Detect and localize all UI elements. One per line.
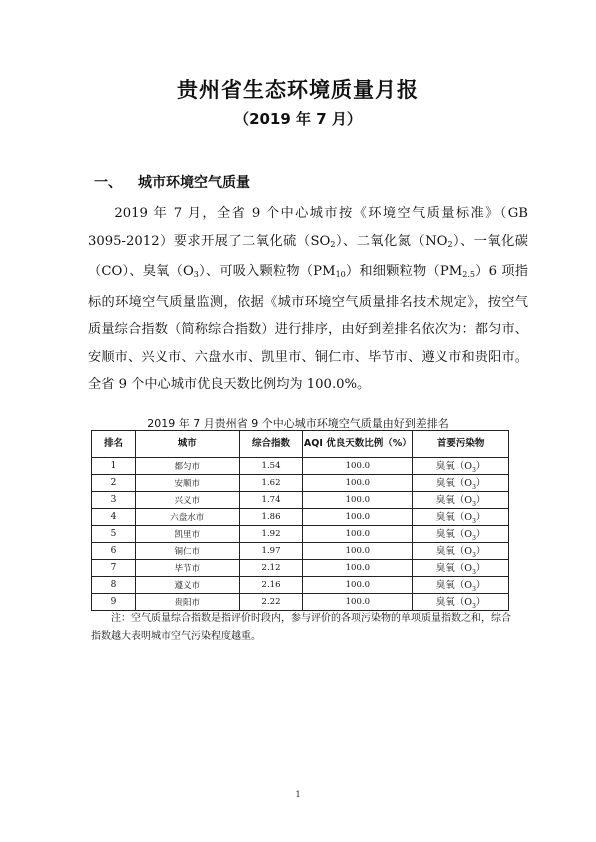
pollutant-close: ） xyxy=(475,478,486,490)
cell-index: 1.54 xyxy=(239,458,303,475)
cell-index: 1.97 xyxy=(239,543,303,560)
cell-city: 兴义市 xyxy=(135,492,239,509)
header-ratio: AQI 优良天数比例（%） xyxy=(303,431,413,458)
cell-city: 六盘水市 xyxy=(135,509,239,526)
pollutant-close: ） xyxy=(475,529,486,541)
table-row xyxy=(92,475,509,492)
cell-pollutant xyxy=(413,577,509,594)
report-subtitle: （2019 年 7 月） xyxy=(234,110,362,128)
cell-rank: 9 xyxy=(92,594,136,611)
cell-city: 凯里市 xyxy=(135,526,239,543)
para-subscript: 2 xyxy=(330,239,336,249)
cell-rank: 2 xyxy=(92,475,136,492)
cell-rank: 8 xyxy=(92,577,136,594)
cell-city: 都匀市 xyxy=(135,458,239,475)
table-header-row xyxy=(92,431,509,458)
cell-rank: 4 xyxy=(92,509,136,526)
pollutant-subscript: 3 xyxy=(472,602,476,610)
pollutant-subscript: 3 xyxy=(472,534,476,542)
cell-pollutant xyxy=(413,475,509,492)
pollutant-text: 臭氧（O xyxy=(435,597,473,609)
section-number: 一、 xyxy=(94,175,122,191)
cell-ratio: 100.0 xyxy=(303,594,413,611)
pollutant-close: ） xyxy=(475,546,486,558)
pollutant-subscript: 3 xyxy=(472,483,476,491)
body-paragraph xyxy=(88,200,528,399)
para-text: 2019 年 7 月，全省 9 个中心城市按《环境空气质量标准》（GB 3095-2012）要求开展了二氧化硫（SO xyxy=(88,206,528,249)
table-row xyxy=(92,458,509,475)
table-row xyxy=(92,543,509,560)
para-text: ）、可吸入颗粒物（PM xyxy=(198,264,336,279)
cell-index: 2.12 xyxy=(239,560,303,577)
para-subscript: 3 xyxy=(193,270,199,279)
cell-index: 2.16 xyxy=(239,577,303,594)
para-subscript: 10 xyxy=(335,270,346,279)
cell-city: 贵阳市 xyxy=(135,594,239,611)
para-subscript: 2.5 xyxy=(462,270,475,279)
para-text: ）和细颗粒物（PM xyxy=(345,264,463,279)
para-text: ）、一氧化碳（CO）、臭氧（O xyxy=(88,233,528,279)
pollutant-text: 臭氧（O xyxy=(435,495,473,507)
pollutant-close: ） xyxy=(475,580,486,592)
cell-city: 铜仁市 xyxy=(135,543,239,560)
cell-rank: 5 xyxy=(92,526,136,543)
cell-pollutant xyxy=(413,594,509,611)
pollutant-subscript: 3 xyxy=(472,517,476,525)
table-note: 注：空气质量综合指数是指评价时段内，参与评价的各项污染物的单项质量指数之和，综合指数越大表明城市空气污染程度越重。 xyxy=(91,613,511,642)
pollutant-text: 臭氧（O xyxy=(435,580,473,592)
para-text: ）、二氧化氮（NO xyxy=(335,233,448,249)
pollutant-text: 臭氧（O xyxy=(435,546,473,558)
cell-pollutant xyxy=(413,492,509,509)
cell-rank: 6 xyxy=(92,543,136,560)
cell-rank: 3 xyxy=(92,492,136,509)
header-city: 城市 xyxy=(135,431,239,458)
cell-index: 1.74 xyxy=(239,492,303,509)
pollutant-subscript: 3 xyxy=(472,568,476,576)
table-row xyxy=(92,526,509,543)
cell-rank: 1 xyxy=(92,458,136,475)
cell-pollutant xyxy=(413,560,509,577)
cell-city: 安顺市 xyxy=(135,475,239,492)
cell-ratio: 100.0 xyxy=(303,458,413,475)
report-title: 贵州省生态环境质量月报 xyxy=(177,78,419,102)
pollutant-text: 臭氧（O xyxy=(435,461,473,473)
pollutant-text: 臭氧（O xyxy=(435,563,473,575)
pollutant-close: ） xyxy=(475,495,486,507)
cell-ratio: 100.0 xyxy=(303,475,413,492)
ranking-table xyxy=(91,430,509,611)
cell-rank: 7 xyxy=(92,560,136,577)
pollutant-close: ） xyxy=(475,512,486,524)
table-row xyxy=(92,492,509,509)
cell-ratio: 100.0 xyxy=(303,526,413,543)
cell-pollutant xyxy=(413,458,509,475)
table-row xyxy=(92,594,509,611)
cell-city: 遵义市 xyxy=(135,577,239,594)
pollutant-close: ） xyxy=(475,563,486,575)
cell-ratio: 100.0 xyxy=(303,543,413,560)
cell-pollutant xyxy=(413,509,509,526)
pollutant-text: 臭氧（O xyxy=(435,512,473,524)
pollutant-text: 臭氧（O xyxy=(435,529,473,541)
para-text: ）6 项指标的环境空气质量监测，依据《城市环境空气质量排名技术规定》，按空气质量综合指数（简称综合指数）进行排序，由好到差排名依次为：都匀市、安顺市、兴义市、六盘水市、凯里市、铜仁市、毕节市、遵义市和贵阳市。全省 9 个中心城市优良天数比例均为 100.0%。 xyxy=(88,264,528,392)
pollutant-close: ） xyxy=(475,461,486,473)
header-pollutant: 首要污染物 xyxy=(413,431,509,458)
table-row xyxy=(92,560,509,577)
table-caption: 2019 年 7 月贵州省 9 个中心城市环境空气质量由好到差排名 xyxy=(147,417,449,430)
pollutant-subscript: 3 xyxy=(472,585,476,593)
header-index: 综合指数 xyxy=(239,431,303,458)
pollutant-close: ） xyxy=(475,597,486,609)
header-rank: 排名 xyxy=(92,431,136,458)
cell-pollutant xyxy=(413,526,509,543)
page-number: 1 xyxy=(295,790,301,799)
section-title: 城市环境空气质量 xyxy=(138,175,250,191)
cell-ratio: 100.0 xyxy=(303,509,413,526)
cell-ratio: 100.0 xyxy=(303,577,413,594)
cell-index: 1.86 xyxy=(239,509,303,526)
table-row xyxy=(92,509,509,526)
cell-pollutant xyxy=(413,543,509,560)
pollutant-subscript: 3 xyxy=(472,551,476,559)
cell-index: 1.92 xyxy=(239,526,303,543)
para-subscript: 2 xyxy=(447,239,453,249)
cell-city: 毕节市 xyxy=(135,560,239,577)
table-row xyxy=(92,577,509,594)
cell-ratio: 100.0 xyxy=(303,560,413,577)
pollutant-subscript: 3 xyxy=(472,466,476,474)
pollutant-text: 臭氧（O xyxy=(435,478,473,490)
section-heading xyxy=(94,172,250,192)
cell-index: 1.62 xyxy=(239,475,303,492)
cell-index: 2.22 xyxy=(239,594,303,611)
cell-ratio: 100.0 xyxy=(303,492,413,509)
pollutant-subscript: 3 xyxy=(472,500,476,508)
